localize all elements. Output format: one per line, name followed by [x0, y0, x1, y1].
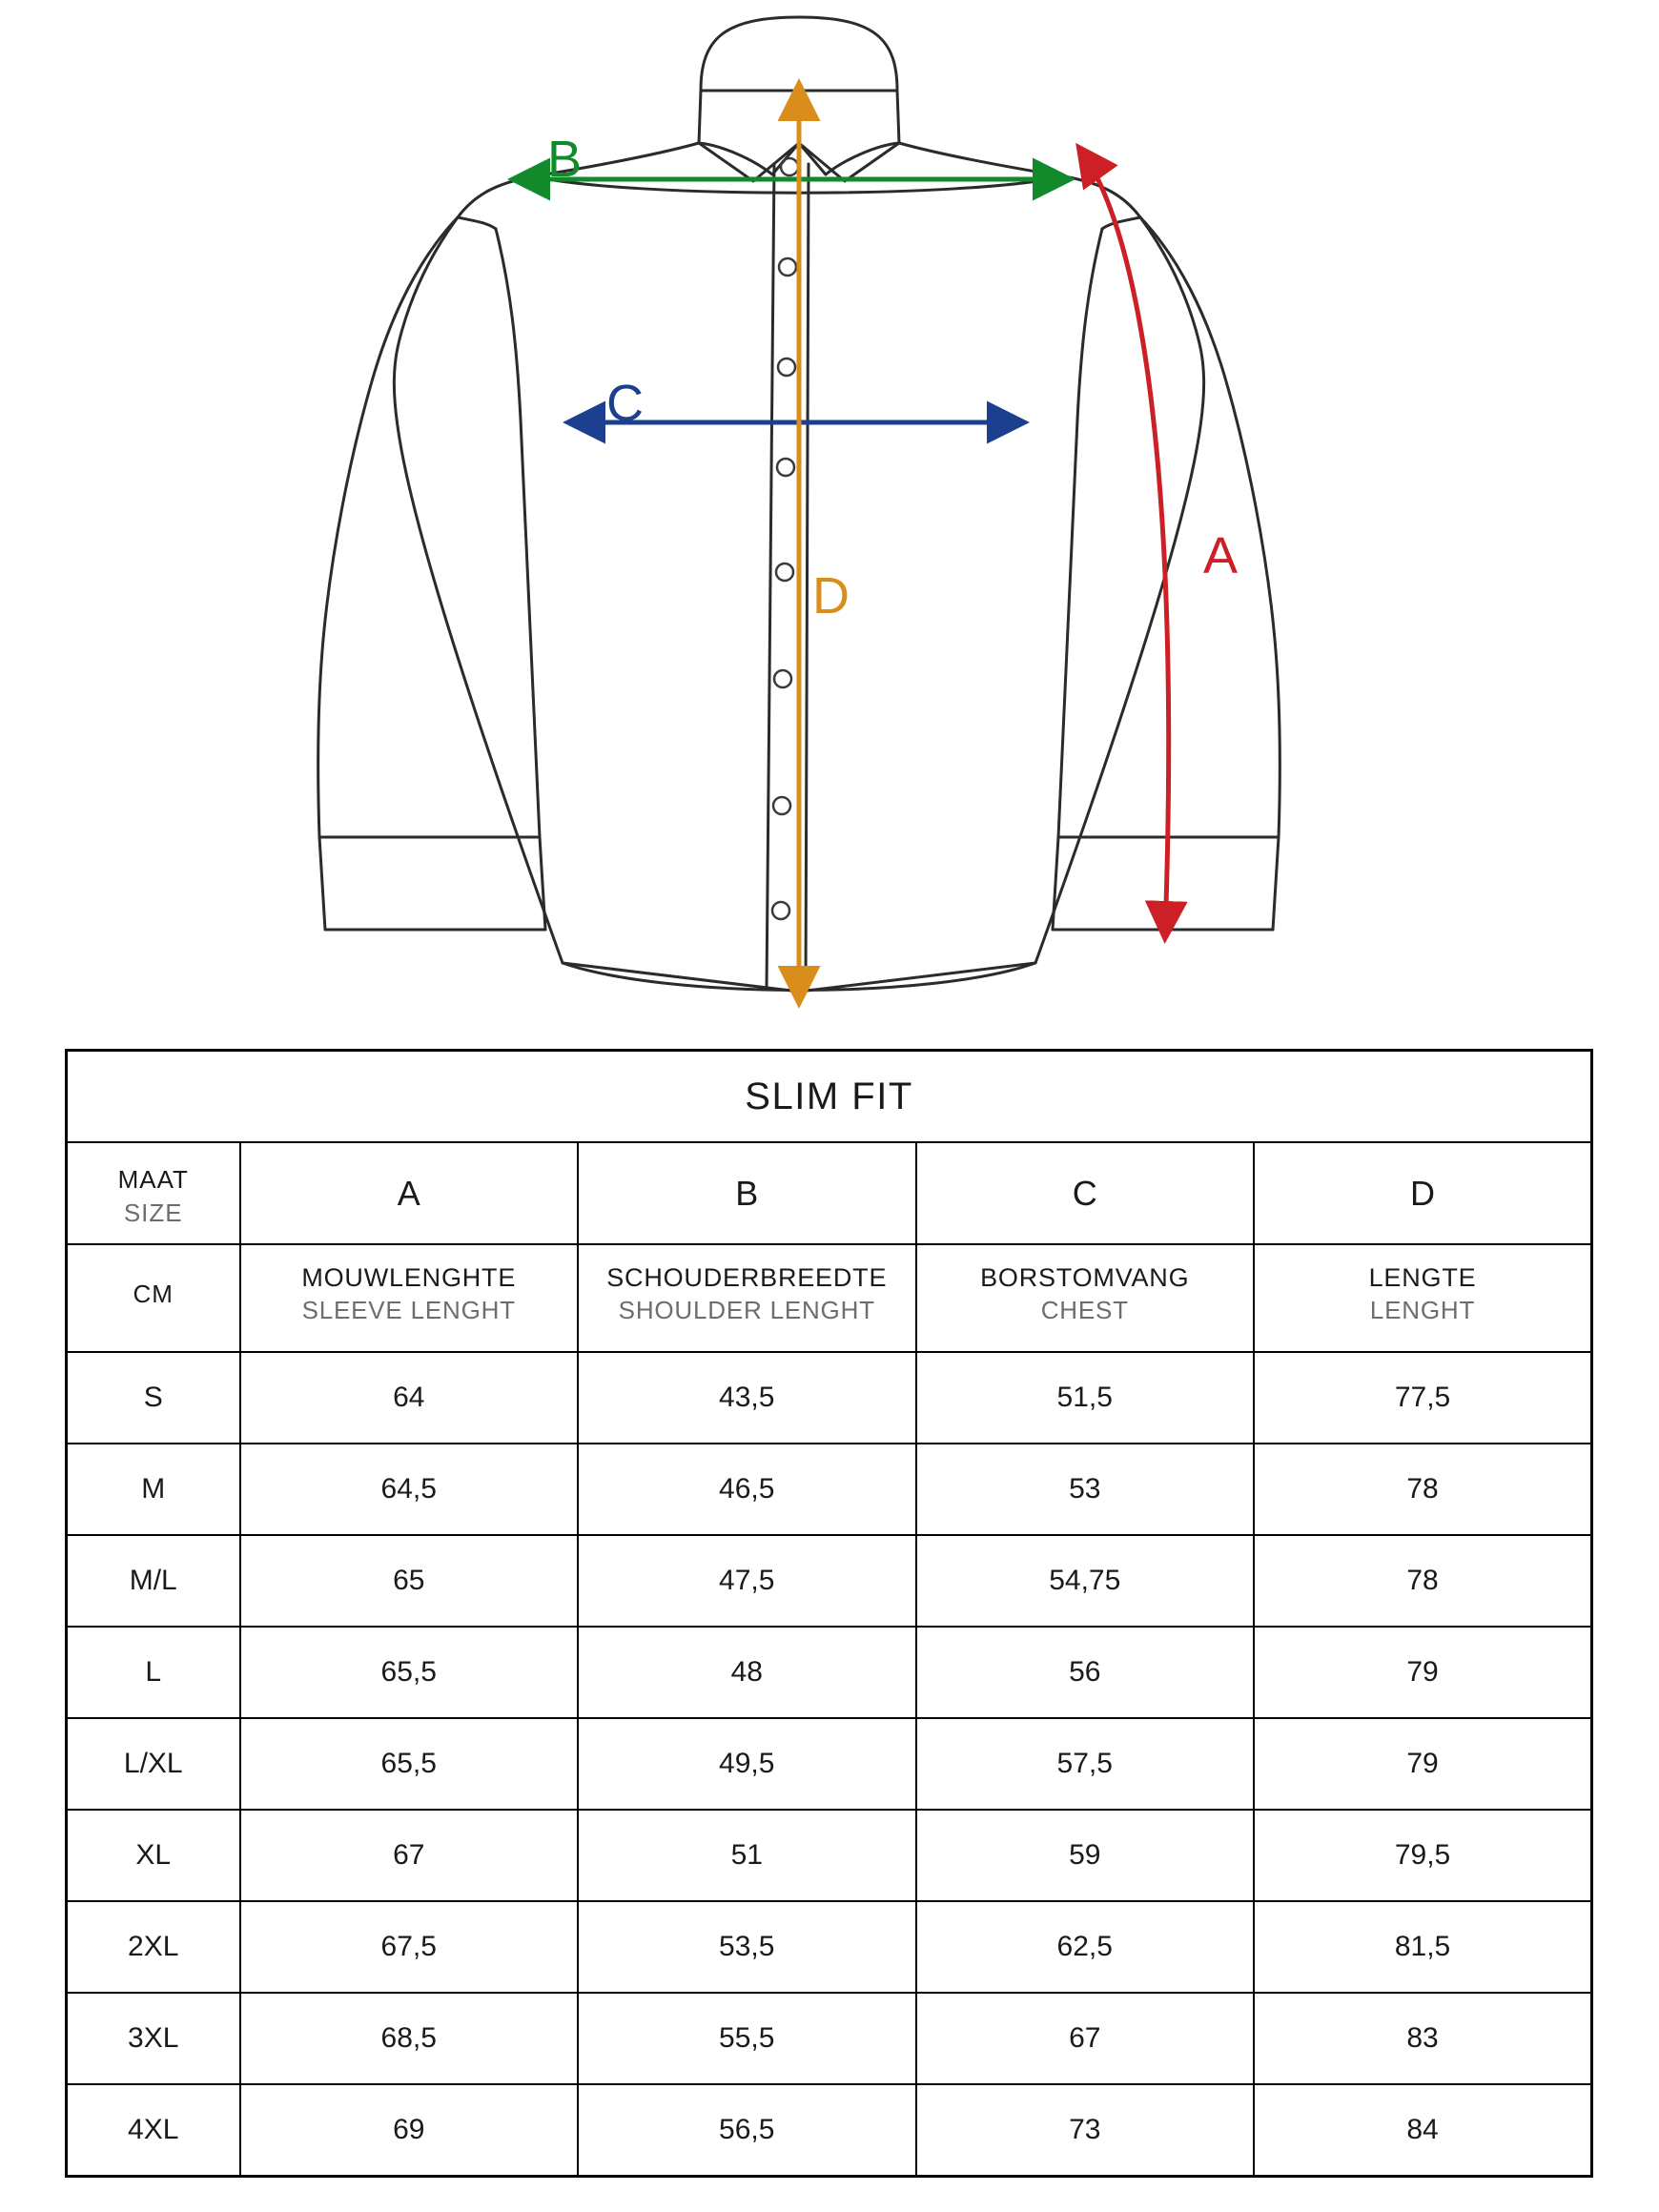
row-value-d: 79 [1254, 1627, 1592, 1718]
row-value-b: 48 [578, 1627, 916, 1718]
column-name-b-en: SHOULDER LENGHT [618, 1295, 875, 1324]
row-value-d: 81,5 [1254, 1901, 1592, 1993]
table-letters-row [67, 1142, 1592, 1244]
row-value-d: 79 [1254, 1718, 1592, 1810]
row-value-a: 65,5 [240, 1627, 579, 1718]
diagram-label-a: A [1203, 527, 1239, 584]
row-value-a: 65 [240, 1535, 579, 1627]
table-title: SLIM FIT [67, 1051, 1592, 1143]
row-value-d: 83 [1254, 1993, 1592, 2084]
size-header-en: SIZE [123, 1198, 183, 1227]
row-size: 3XL [67, 1993, 240, 2084]
size-table-wrapper [65, 1049, 1590, 2178]
row-value-b: 56,5 [578, 2084, 916, 2177]
column-name-d-en: LENGHT [1369, 1295, 1476, 1324]
diagram-label-b: B [547, 131, 583, 188]
column-name-b-nl: SCHOUDERBREEDTE [606, 1262, 888, 1292]
table-row [67, 1901, 1592, 1993]
row-size: M [67, 1444, 240, 1535]
table-row [67, 1352, 1592, 1444]
column-letter-a: A [240, 1142, 579, 1244]
row-value-b: 53,5 [578, 1901, 916, 1993]
table-row [67, 1535, 1592, 1627]
column-name-a [240, 1244, 579, 1352]
row-value-a: 69 [240, 2084, 579, 2177]
row-value-a: 65,5 [240, 1718, 579, 1810]
row-value-d: 77,5 [1254, 1352, 1592, 1444]
row-value-b: 49,5 [578, 1718, 916, 1810]
row-size: 4XL [67, 2084, 240, 2177]
row-value-c: 53 [916, 1444, 1255, 1535]
row-value-d: 79,5 [1254, 1810, 1592, 1901]
column-name-b [578, 1244, 916, 1352]
row-value-b: 51 [578, 1810, 916, 1901]
table-row [67, 2084, 1592, 2177]
table-title-row [67, 1051, 1592, 1143]
size-table-head [67, 1051, 1592, 1353]
size-header-cell [67, 1142, 240, 1244]
row-value-a: 68,5 [240, 1993, 579, 2084]
table-names-row [67, 1244, 1592, 1352]
size-table-body [67, 1352, 1592, 2177]
row-size: L/XL [67, 1718, 240, 1810]
shirt-diagram [0, 0, 1659, 1039]
row-value-b: 47,5 [578, 1535, 916, 1627]
diagram-label-c: C [606, 375, 644, 432]
table-row [67, 1993, 1592, 2084]
row-value-c: 73 [916, 2084, 1255, 2177]
column-letter-c: C [916, 1142, 1255, 1244]
row-value-c: 54,75 [916, 1535, 1255, 1627]
row-value-c: 67 [916, 1993, 1255, 2084]
unit-cell: CM [67, 1244, 240, 1352]
row-value-c: 56 [916, 1627, 1255, 1718]
row-value-b: 55,5 [578, 1993, 916, 2084]
size-table [65, 1049, 1593, 2178]
row-size: 2XL [67, 1901, 240, 1993]
column-name-d [1254, 1244, 1592, 1352]
row-size: M/L [67, 1535, 240, 1627]
row-value-c: 59 [916, 1810, 1255, 1901]
row-size: L [67, 1627, 240, 1718]
shirt-illustration [0, 0, 1659, 1039]
row-size: XL [67, 1810, 240, 1901]
row-value-c: 51,5 [916, 1352, 1255, 1444]
column-name-c-en: CHEST [1040, 1295, 1129, 1324]
column-letter-d: D [1254, 1142, 1592, 1244]
row-value-a: 64 [240, 1352, 579, 1444]
row-value-d: 78 [1254, 1535, 1592, 1627]
row-value-d: 84 [1254, 2084, 1592, 2177]
row-value-d: 78 [1254, 1444, 1592, 1535]
size-header-nl: MAAT [117, 1165, 189, 1194]
table-row [67, 1627, 1592, 1718]
table-row [67, 1444, 1592, 1535]
table-row [67, 1810, 1592, 1901]
column-name-c-nl: BORSTOMVANG [980, 1262, 1190, 1292]
row-value-b: 43,5 [578, 1352, 916, 1444]
diagram-label-d: D [812, 567, 850, 625]
column-letter-b: B [578, 1142, 916, 1244]
column-name-a-nl: MOUWLENGHTE [301, 1262, 517, 1292]
row-value-c: 57,5 [916, 1718, 1255, 1810]
row-value-a: 67,5 [240, 1901, 579, 1993]
column-name-d-nl: LENGTE [1368, 1262, 1477, 1292]
row-value-a: 67 [240, 1810, 579, 1901]
row-value-a: 64,5 [240, 1444, 579, 1535]
table-row [67, 1718, 1592, 1810]
column-name-c [916, 1244, 1255, 1352]
row-value-b: 46,5 [578, 1444, 916, 1535]
column-name-a-en: SLEEVE LENGHT [301, 1295, 516, 1324]
row-value-c: 62,5 [916, 1901, 1255, 1993]
row-size: S [67, 1352, 240, 1444]
